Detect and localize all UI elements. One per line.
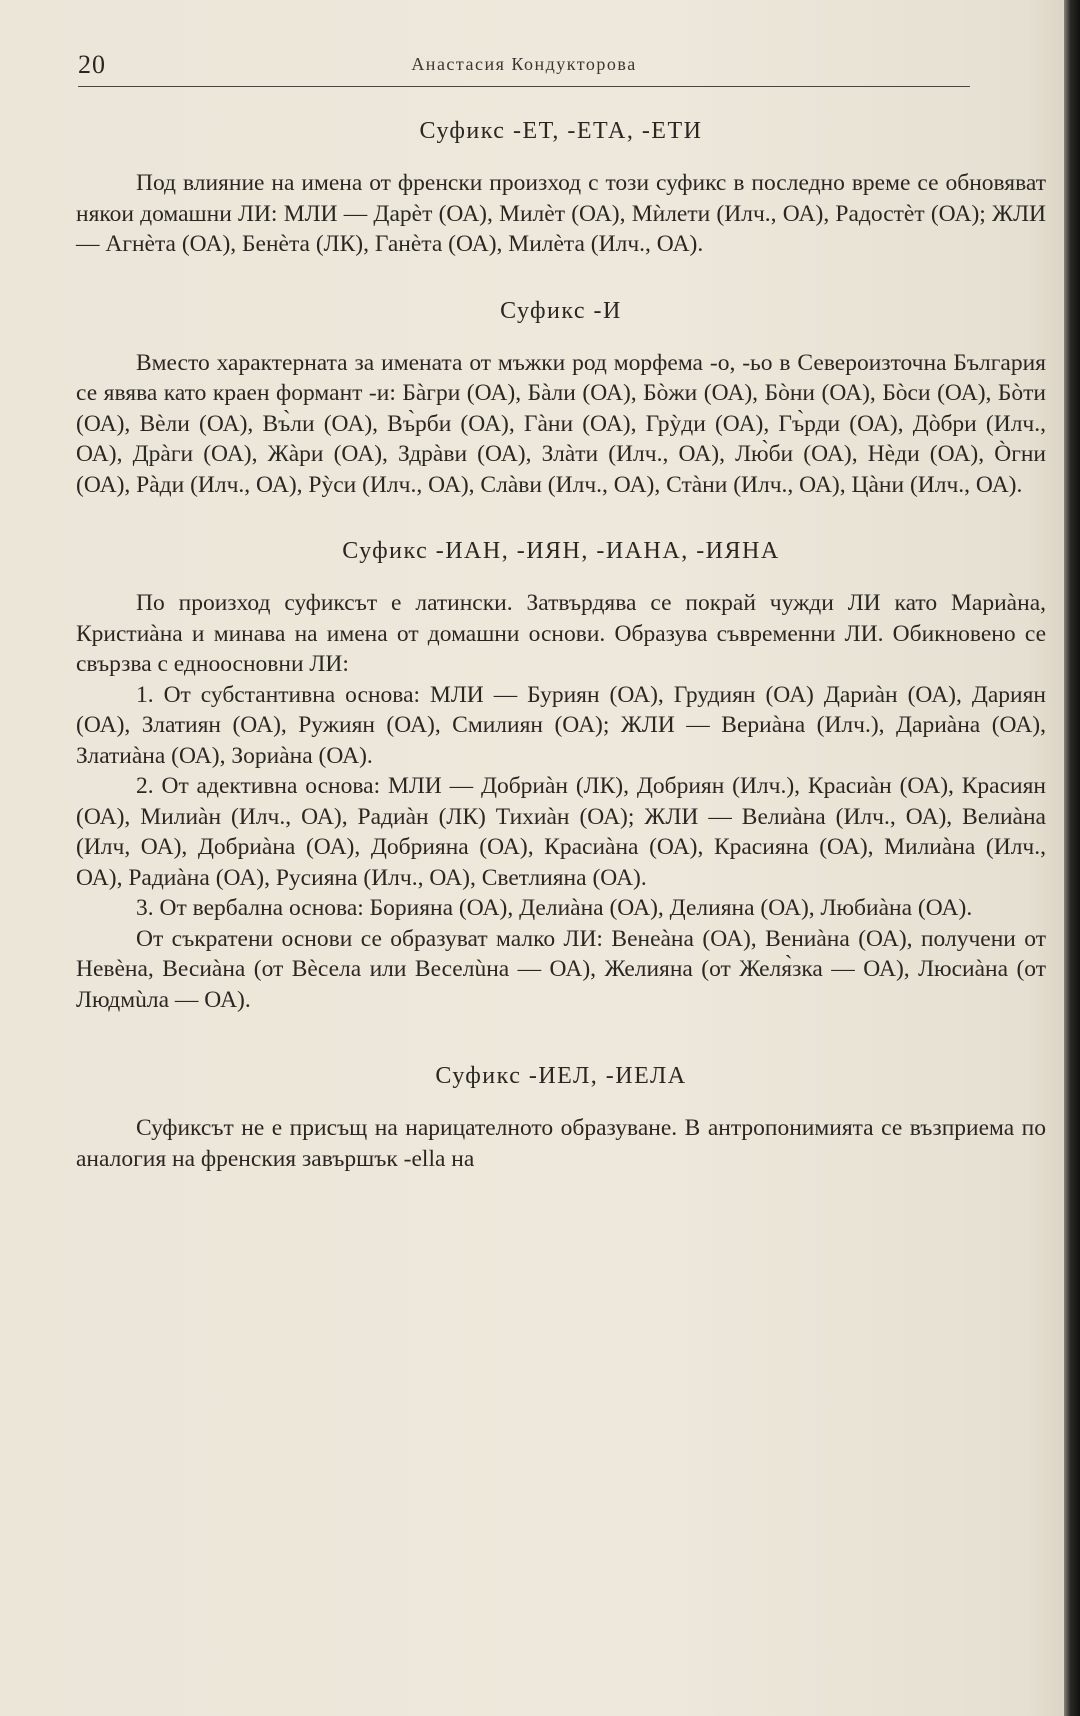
- header-rule: [78, 86, 970, 87]
- paragraph-ian-substantive: 1. От субстантивна основа: МЛИ — Буриян (ОА), Грудиян (ОА) Дариàн (ОА), Дариян (ОА), Златиян (ОА), Ружиян (ОА), Смилиян (ОА); ЖЛИ — Вериàна (Илч.), Дариàна (ОА), Златиàна (ОА), Зориàна (ОА).: [76, 681, 1046, 769]
- paragraph-ian-verbal: 3. От вербална основа: Борияна (ОА), Делиàна (ОА), Делияна (ОА), Любиàна (ОА).: [136, 895, 973, 921]
- page-header: [78, 50, 970, 90]
- paragraph-ian-shortened: От съкратени основи се образуват малко ЛИ: Венеàна (ОА), Вениàна (ОА), получени от Невèна, Весиàна (от Вèсела или Веселùна — ОА), Желияна (от Желя̀зка — ОА), Люсиàна (от Людмùла — ОА).: [76, 925, 1046, 1013]
- page-body: [76, 116, 1046, 1174]
- section-title-iel: Суфикс -ИЕЛ, -ИЕЛА: [435, 1063, 687, 1089]
- section-title-i: Суфикс -И: [500, 297, 622, 324]
- paragraph-i: Вместо характерната за имената от мъжки род морфема -о, -ьо в Североизточна България се явява като краен формант -и: Бàгри (ОА), Бàли (ОА), Бòжи (ОА), Бòни (ОА), Бòси (ОА), Бòти (ОА), Вèли (ОА), Въ̀ли (ОА), Въ̀рби (ОА), Гàни (ОА), Грỳди (ОА), Гъ̀рди (ОА), Дòбри (Илч., ОА), Дрàги (ОА), Жàри (ОА), Здрàви (ОА), Злàти (Илч., ОА), Лю̀би (ОА), Нèди (ОА), Òгни (ОА), Рàди (Илч., ОА), Рỳси (Илч., ОА), Слàви (Илч., ОА), Стàни (Илч., ОА), Цàни (Илч., ОА).: [76, 349, 1046, 498]
- paragraph-ian-adjectival: 2. От адективна основа: МЛИ — Добриàн (ЛК), Добриян (Илч.), Красиàн (ОА), Красиян (ОА), Милиàн (Илч., ОА), Радиàн (ЛК) Тихиàн (ОА); ЖЛИ — Велиàна (Илч., ОА), Велиàна (Илч, ОА), Добриàна (ОА), Добрияна (ОА), Красиàна (ОА), Красияна (ОА), Милиàна (Илч., ОА), Радиàна (ОА), Русияна (Илч., ОА), Светлияна (ОА).: [76, 773, 1046, 891]
- section-title-et: Суфикс -ЕТ, -ЕТА, -ЕТИ: [419, 118, 703, 144]
- paragraph-iel: Суфиксът не е присъщ на нарицателното образуване. В антропонимията се възприема по аналогия на френския завършък -ella на: [76, 1115, 1046, 1172]
- section-title-ian: Суфикс -ИАН, -ИЯН, -ИАНА, -ИЯНА: [342, 538, 780, 564]
- running-head: Анастасия Кондукторова: [411, 54, 637, 74]
- page-number: 20: [78, 50, 106, 79]
- paragraph-et: Под влияние на имена от френски произход с този суфикс в последно време се обновяват някои домашни ЛИ: МЛИ — Дарèт (ОА), Милèт (ОА), Мѝлети (Илч., ОА), Радостèт (ОА); ЖЛИ — Агнèта (ОА), Бенèта (ЛК), Ганèта (ОА), Милèта (Илч., ОА).: [76, 170, 1046, 257]
- paragraph-ian-intro: По произход суфиксът е латински. Затвърдява се покрай чужди ЛИ като Мариàна, Кристиàна и минава на имена от домашни основи. Образува съвременни ЛИ. Обикновено се свързва с едноосновни ЛИ:: [76, 590, 1046, 677]
- book-binding-edge: [1064, 0, 1080, 1716]
